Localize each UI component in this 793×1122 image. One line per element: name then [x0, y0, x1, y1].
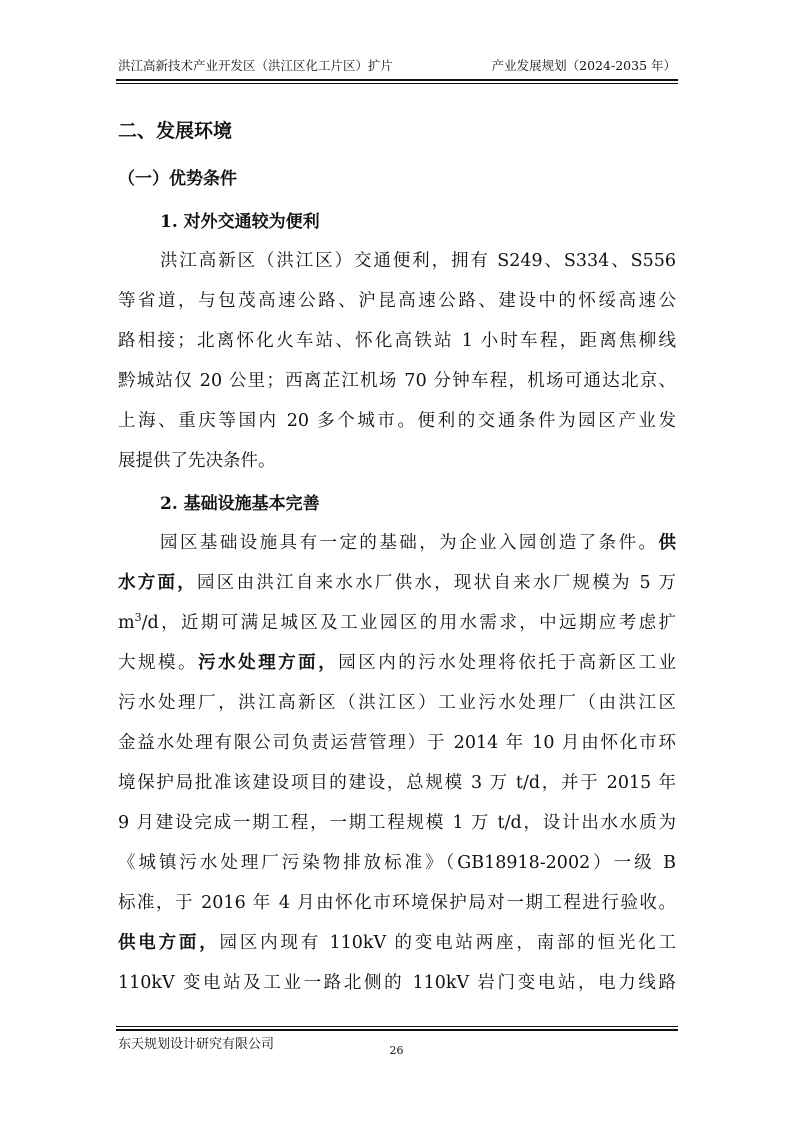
- footer-rule-thick: [116, 1029, 678, 1031]
- paragraph-line: 黔城站仅 20 公里；西离芷江机场 70 分钟车程，机场可通达北京、: [118, 371, 676, 391]
- section-title: 二、发展环境: [118, 120, 233, 142]
- paragraph-line: 污水处理厂，洪江高新区（洪江区）工业污水处理厂（由洪江区: [118, 693, 676, 713]
- paragraph-line: 标准，于 2016 年 4 月由怀化市环境保护局对一期工程进行验收。: [118, 893, 676, 913]
- paragraph-line: 9 月建设完成一期工程，一期工程规模 1 万 t/d，设计出水水质为: [118, 813, 676, 833]
- paragraph-line: [118, 929, 676, 954]
- paragraph-line: 上海、重庆等国内 20 多个城市。便利的交通条件为园区产业发: [118, 411, 676, 431]
- header-rule: [116, 79, 678, 81]
- paragraph-line: 展提供了先决条件。: [118, 451, 276, 471]
- header-right-title: 产业发展规划（2024-2035 年）: [491, 58, 676, 73]
- page-header: [118, 56, 676, 76]
- bold-span: 污水处理方面，: [198, 653, 339, 673]
- text-span: /d，近期可满足城区及工业园区的用水需求，中远期应考虑扩: [141, 613, 676, 633]
- paragraph-line: 《城镇污水处理厂污染物排放标准》（GB18918-2002）一级 B: [118, 853, 676, 873]
- bold-span: 水方面，: [118, 573, 198, 593]
- page-number: 26: [389, 1044, 404, 1057]
- paragraph-line: 境保护局批准该建设项目的建设，总规模 3 万 t/d，并于 2015 年: [118, 773, 676, 793]
- text-span: 园区由洪江自来水水厂供水，现状自来水厂规模为 5 万: [197, 573, 677, 593]
- paragraph-line: 金益水处理有限公司负责运营管理）于 2014 年 10 月由怀化市环: [118, 733, 676, 753]
- item2-title: 2. 基础设施基本完善: [160, 494, 320, 514]
- text-span: 大规模。: [118, 653, 199, 673]
- item1-title: 1. 对外交通较为便利: [160, 212, 320, 232]
- footer-rule: [116, 1026, 678, 1027]
- header-rule-thin: [116, 83, 678, 84]
- paragraph-line: 110kV 变电站及工业一路北侧的 110kV 岩门变电站，电力线路: [118, 973, 676, 993]
- text-span: 园区基础设施具有一定的基础，为企业入园创造了条件。: [160, 533, 659, 553]
- paragraph-line: 路相接；北离怀化火车站、怀化高铁站 1 小时车程，距离焦柳线: [118, 331, 676, 351]
- paragraph-line: 洪江高新区（洪江区）交通便利，拥有 S249、S334、S556: [160, 251, 676, 271]
- footer-company: 东天规划设计研究有限公司: [118, 1037, 275, 1052]
- paragraph-line: 等省道，与包茂高速公路、沪昆高速公路、建设中的怀绥高速公: [118, 291, 676, 311]
- text-span: 园区内现有 110kV 的变电站两座，南部的恒光化工: [219, 933, 676, 953]
- subsection-title: （一）优势条件: [118, 169, 237, 189]
- bold-span: 供: [658, 533, 676, 553]
- paragraph-line: [118, 569, 676, 594]
- paragraph-line: [160, 529, 676, 554]
- superscript: 3: [134, 611, 142, 625]
- header-left-title: 洪江高新技术产业开发区（洪江区化工片区）扩片: [118, 58, 394, 73]
- text-span: m: [118, 613, 135, 633]
- text-span: 园区内的污水处理将依托于高新区工业: [338, 653, 677, 673]
- paragraph-line: [118, 649, 676, 674]
- paragraph-line: [118, 609, 676, 634]
- bold-span: 供电方面，: [118, 933, 220, 953]
